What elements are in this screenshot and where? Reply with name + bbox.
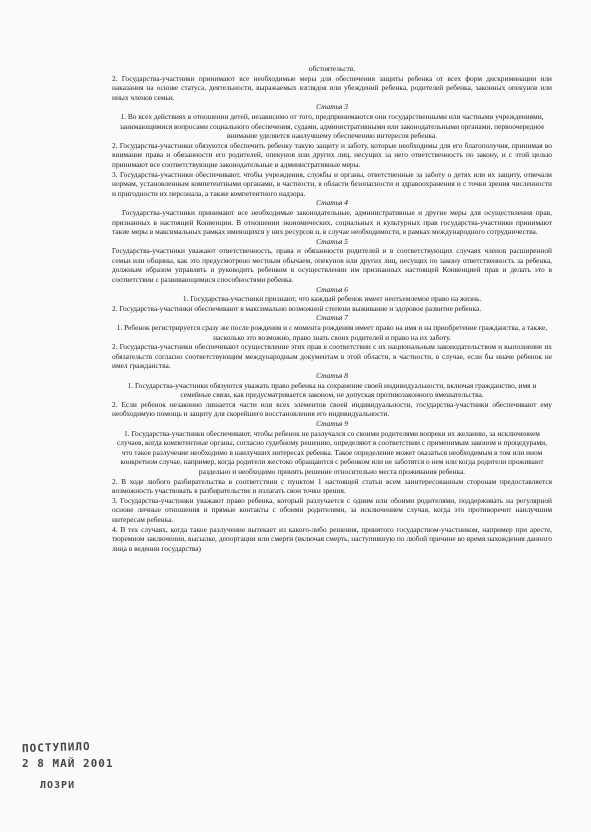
paragraph: 1. Во всех действиях в отношении детей, независимо от того, предпринимаются они государственными или частными учреждениями, занимающимися вопросами социального обеспечения, судами, административными или законодательными органами, первоочередное внимание уделяется наилучшему обеспечению интересов ребенка. [119, 111, 545, 141]
paragraph: 2. Государства-участники обеспечивают осуществление этих прав в соответствии с их национальным законодательством и выполнение их обязательств согласно соответствующим международным документам в этой области, в частности, в случае, если бы иначе ребенок не имел гражданства. [112, 342, 552, 371]
paragraph: 1. Государства-участники обязуются уважать право ребенка на сохранение своей индивидуальности, включая гражданство, имя и семейные связи, как предусматривается законом, не допуская противозаконного вмешательства. [127, 380, 537, 400]
article-heading: Статья 5 [316, 236, 348, 246]
paragraph: Государства-участники уважают ответственность, права и обязанности родителей и в соответствующих случаях членов расширенной семьи или общины, как это предусмотрено местным обычаем, опекунов или других лиц, несущих по закону ответственность за ребенка, должным образом управлять и руководить ребенком в осуществлении им признанных настоящей Конвенцией прав и делать это в соответствии с развивающимися способностями ребенка. [112, 246, 552, 285]
paragraph: 2. Если ребенок незаконно лишается части или всех элементов своей индивидуальности, государства-участники обеспечивают ему необходимую помощь и защиту для скорейшего восстановления его индивидуальности. [112, 399, 552, 419]
paragraph: 1. Государства-участники признают, что каждый ребенок имеет неотъемлемое право на жизнь. [182, 294, 482, 304]
article-heading: Статья 3 [316, 102, 348, 112]
paragraph: обстоятельств. [308, 64, 356, 73]
article-heading: Статья 6 [316, 284, 348, 294]
article-heading: Статья 4 [316, 198, 348, 208]
paragraph: 2. Государства-участники принимают все необходимые меры для обеспечения защиты ребенка от всех форм дискриминации или наказания на основе статуса, деятельности, выражаемых взглядов или убеждений ребенка, родителей ребенка, законных опекунов или иных членов семьи. [112, 73, 552, 102]
received-stamp-date: 2 8 МАЙ 2001 [22, 757, 114, 770]
article-heading: Статья 7 [316, 313, 348, 323]
document-body [112, 64, 552, 553]
paragraph: 2. Государства-участники обеспечивают в максимально возможной степени выживание и здоровое развитие ребенка. [112, 303, 482, 313]
paragraph: 1. Государства-участники обеспечивают, чтобы ребенок не разлучался со своими родителями вопреки их желанию, за исключением случаев, когда компетентные органы, согласно судебному решению, определяют в соответствии с применимым законом и процедурами, что такое разлучение необходимо в наилучших интересах ребенка. Такое определение может оказаться необходимым в том или ином конкретном случае, например, когда родители жестоко обращаются с ребенком или не заботятся о нем или когда родители проживают раздельно и необходимо принять решение относительно места проживания ребенка. [117, 428, 547, 476]
paragraph: 2. Государства-участники обязуются обеспечить ребенку такую защиту и заботу, которые необходимы для его благополучия, принимая во внимание права и обязанности его родителей, опекунов или других лиц, несущих за него ответственность по закону, и с этой целью принимают все соответствующие законодательные и административные меры. [112, 140, 552, 169]
paragraph: 3. Государства-участники обеспечивают, чтобы учреждения, службы и органы, ответственные за заботу о детях или их защиту, отвечали нормам, установленным компетентными органами, в частности, в области безопасности и здравоохранения и с точки зрения численности и пригодности их персонала, а также компетентного надзора. [112, 169, 552, 198]
received-stamp-label: ПОСТУПИЛО [21, 739, 91, 756]
paragraph: 4. В тех случаях, когда такое разлучение вытекает из какого-либо решения, принятого государством-участником, например при аресте, тюремном заключении, высылке, депортации или смерти (включая смерть, наступившую по любой причине во время нахождения данного лица в ведении государства) [112, 524, 552, 553]
paragraph: 3. Государства-участники уважают право ребенка, который разлучается с одним или обоими родителями, поддерживать на регулярной основе личные отношения и прямые контакты с обоими родителями, за исключением случая, когда это противоречит наилучшим интересам ребенка. [112, 495, 552, 524]
article-heading: Статья 8 [316, 371, 348, 380]
received-stamp-office: ЛОЗРИ [40, 780, 76, 791]
paragraph: Государства-участники принимают все необходимые законодательные, административные и другие меры для осуществления прав, признанных в настоящей Конвенции. В отношении экономических, социальных и культурных прав государства-участники принимают такие меры в максимальных рамках имеющихся у них ресурсов и, в случае необходимости, в рамках международного сотрудничества. [112, 207, 552, 237]
paragraph: 2. В ходе любого разбирательства в соответствии с пунктом 1 настоящей статьи всем заинтересованным сторонам предоставляется возможность участвовать в разбирательстве и излагать свои точки зрения. [112, 476, 552, 496]
article-heading: Статья 9 [316, 418, 348, 428]
paragraph: 1. Ребенок регистрируется сразу же после рождения и с момента рождения имеет право на имя и на приобретение гражданства, а также, насколько это возможно, право знать своих родителей и право на их заботу. [116, 323, 548, 342]
